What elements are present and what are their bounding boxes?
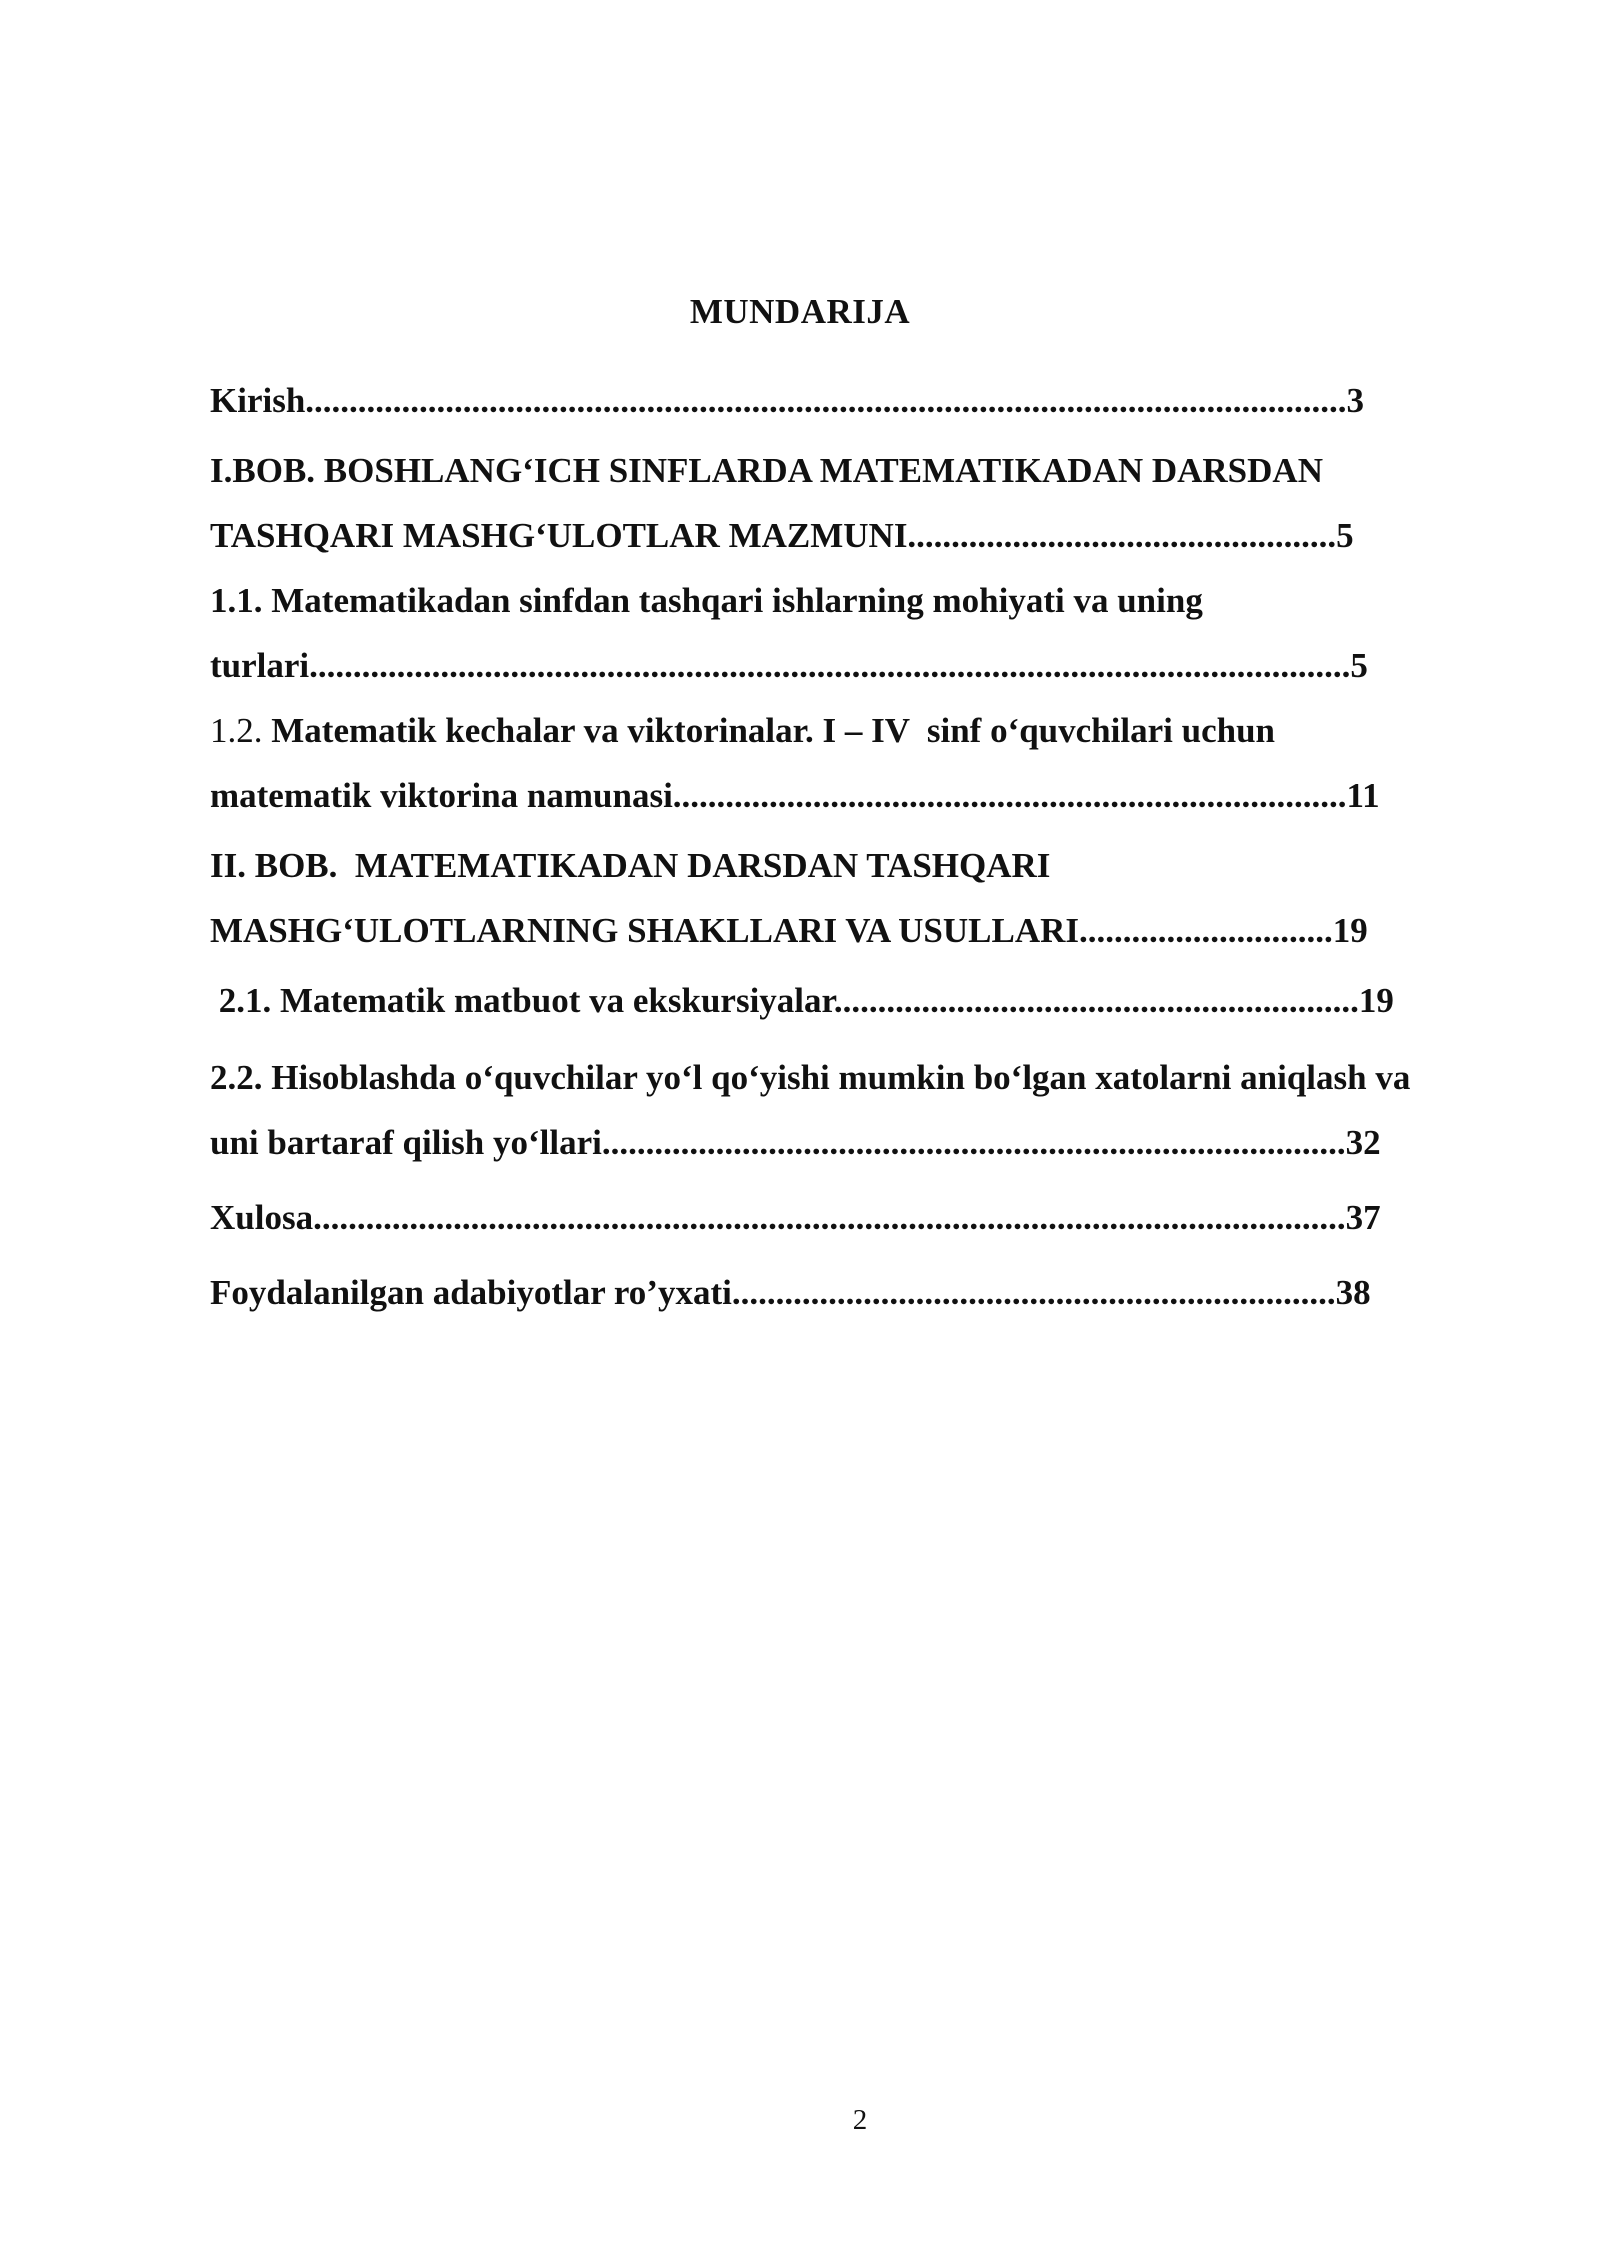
toc-line-section-2-1: 2.1. Matematik matbuot va ekskursiyalar............................................................19	[210, 981, 1394, 1020]
toc-line-chapter-2-title: II. BOB. MATEMATIKADAN DARSDAN TASHQARI	[210, 846, 1051, 885]
toc-line-section-1-1-cont: turlari.......................................................................................................................5	[210, 646, 1368, 685]
toc-section-title: Matematik kechalar va viktorinalar. I – IV sinf o‘quvchilari uchun	[262, 711, 1276, 750]
toc-line-section-2-2: 2.2. Hisoblashda o‘quvchilar yo‘l qo‘yishi mumkin bo‘lgan xatolarni aniqlash va	[210, 1058, 1411, 1097]
toc-line-section-2-2-cont: uni bartaraf qilish yo‘llari.....................................................................................32	[210, 1123, 1381, 1162]
toc-line-bibliography: Foydalanilgan adabiyotlar ro’yxati.....................................................................38	[210, 1273, 1371, 1312]
toc-line-chapter-1-title: I.BOB. BOSHLANG‘ICH SINFLARDA MATEMATIKADAN DARSDAN	[210, 451, 1323, 490]
toc-line-chapter-1-title-cont: TASHQARI MASHG‘ULOTLAR MAZMUNI.................................................5	[210, 516, 1354, 555]
toc-line-section-1-1: 1.1. Matematikadan sinfdan tashqari ishlarning mohiyati va uning	[210, 581, 1203, 620]
page-title: MUNDARIJA	[689, 292, 911, 331]
toc-line-chapter-2-title-cont: MASHG‘ULOTLARNING SHAKLLARI VA USULLARI.............................19	[210, 911, 1368, 950]
toc-line-section-1-2	[210, 710, 1275, 752]
page-number: 2	[852, 2104, 868, 2136]
toc-line-kirish: Kirish.......................................................................................................................3	[210, 381, 1365, 420]
toc-section-number: 1.2.	[210, 711, 263, 750]
toc-line-section-1-2-cont: matematik viktorina namunasi.............................................................................11	[210, 776, 1380, 815]
toc-line-xulosa: Xulosa......................................................................................................................37	[210, 1198, 1381, 1237]
